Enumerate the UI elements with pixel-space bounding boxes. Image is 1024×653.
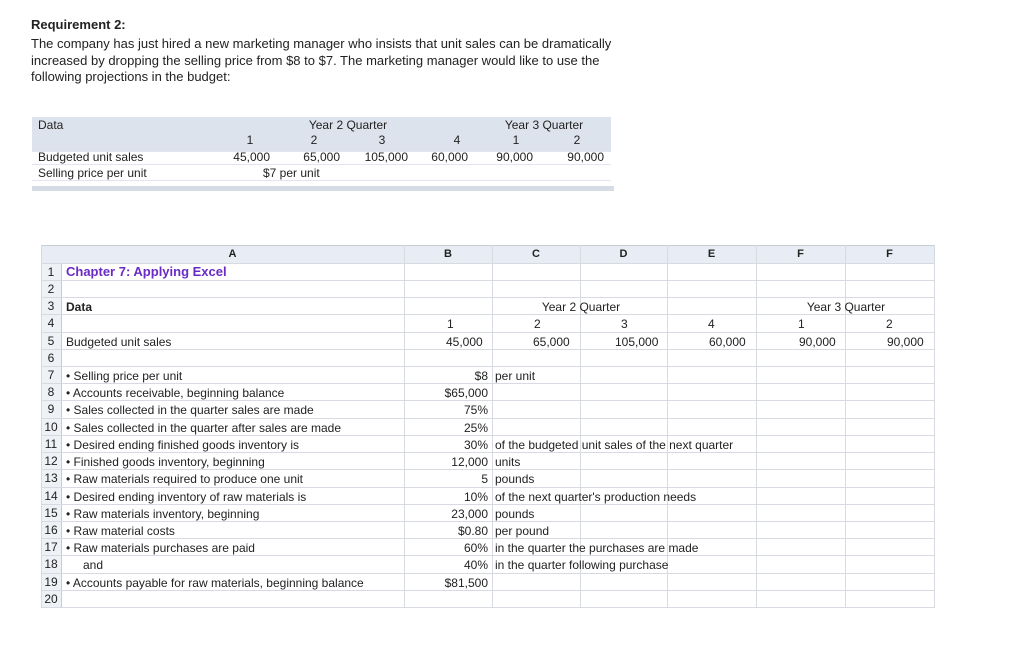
row-number[interactable]: 14 (44, 489, 58, 503)
gridline (41, 538, 935, 539)
column-header-e[interactable]: E (707, 248, 716, 260)
requirement-line-2: increased by dropping the selling price from $8 to $7. The marketing manager would like to use the (31, 53, 600, 68)
row-number[interactable]: 5 (47, 334, 55, 348)
gridline (41, 349, 935, 350)
row-number[interactable]: 19 (44, 575, 58, 589)
row-number[interactable]: 6 (47, 351, 55, 365)
quarter-number: 1 (512, 133, 520, 147)
gridline (41, 332, 935, 333)
gridline (41, 435, 935, 436)
column-header-d[interactable]: D (619, 248, 628, 260)
input-note-cell[interactable]: pounds (495, 507, 535, 521)
column-header-b[interactable]: B (444, 248, 452, 260)
quarter-number: 4 (453, 133, 461, 147)
gridline (41, 573, 935, 574)
input-label-cell[interactable]: • Raw material costs (66, 524, 175, 538)
row-number[interactable]: 4 (47, 316, 55, 330)
sales-value: 90,000 (496, 150, 533, 164)
gridline (934, 245, 935, 608)
input-label-cell[interactable]: • Raw materials inventory, beginning (66, 507, 260, 521)
column-header-c[interactable]: C (532, 248, 540, 260)
input-label-cell[interactable]: • Desired ending finished goods inventory is (66, 438, 300, 452)
year3-quarter-cell[interactable]: Year 3 Quarter (806, 300, 886, 314)
gridline (41, 314, 935, 315)
quarter-cell[interactable]: 4 (708, 317, 715, 331)
input-value-cell[interactable]: 30% (463, 438, 488, 452)
gridline (41, 555, 935, 556)
input-label-cell[interactable]: • Desired ending inventory of raw materials is (66, 490, 307, 504)
input-value-cell[interactable]: 75% (463, 403, 488, 417)
input-label-cell[interactable]: • Sales collected in the quarter after sales are made (66, 421, 342, 435)
input-note-cell[interactable]: of the budgeted unit sales of the next quarter (495, 438, 734, 452)
row-number[interactable]: 1 (47, 265, 55, 279)
gridline (492, 245, 493, 608)
sales-cell[interactable]: 90,000 (887, 335, 924, 349)
selling-price-value: $7 per unit (263, 166, 320, 180)
input-value-cell[interactable]: $8 (474, 369, 488, 383)
row-number[interactable]: 10 (44, 420, 58, 434)
input-label-cell[interactable]: • Raw materials required to produce one unit (66, 472, 303, 486)
spreadsheet (41, 245, 935, 608)
gridline (41, 590, 935, 591)
selling-price-label: Selling price per unit (38, 166, 147, 180)
row-number[interactable]: 18 (44, 557, 58, 571)
gridline (41, 297, 935, 298)
quarter-cell[interactable]: 3 (621, 317, 628, 331)
input-note-cell[interactable]: pounds (495, 472, 535, 486)
gridline (41, 487, 935, 488)
input-label-cell[interactable]: • Accounts payable for raw materials, beginning balance (66, 576, 364, 590)
sales-value: 45,000 (233, 150, 270, 164)
input-note-cell[interactable]: in the quarter following purchase (495, 558, 669, 572)
input-label-cell[interactable]: and (83, 558, 104, 572)
input-value-cell[interactable]: $65,000 (444, 386, 488, 400)
gridline (41, 521, 935, 522)
gridline (404, 245, 405, 608)
input-note-cell[interactable]: per pound (495, 524, 550, 538)
divider (32, 186, 614, 191)
row-number[interactable]: 16 (44, 523, 58, 537)
gridline (41, 366, 935, 367)
input-label-cell[interactable]: • Accounts receivable, beginning balance (66, 386, 285, 400)
input-value-cell[interactable]: 25% (463, 421, 488, 435)
budgeted-sales-label: Budgeted unit sales (38, 150, 144, 164)
gridline (41, 469, 935, 470)
quarter-number: 2 (573, 133, 581, 147)
data-label-cell[interactable]: Data (66, 300, 93, 314)
input-note-cell[interactable]: in the quarter the purchases are made (495, 541, 699, 555)
input-note-cell[interactable]: units (495, 455, 521, 469)
sheet-title-cell[interactable]: Chapter 7: Applying Excel (66, 264, 227, 279)
row-number[interactable]: 13 (44, 471, 58, 485)
sales-value: 90,000 (567, 150, 604, 164)
input-value-cell[interactable]: 10% (463, 490, 488, 504)
input-value-cell[interactable]: $81,500 (444, 576, 488, 590)
gridline (41, 280, 935, 281)
input-note-cell[interactable]: per unit (495, 369, 536, 383)
input-value-cell[interactable]: 12,000 (451, 455, 488, 469)
sales-cell[interactable]: 90,000 (799, 335, 836, 349)
quarter-number: 1 (246, 133, 254, 147)
column-header-f[interactable]: F (797, 248, 804, 260)
row-number[interactable]: 9 (47, 402, 55, 416)
row-number[interactable]: 15 (44, 506, 58, 520)
data-label: Data (38, 118, 64, 132)
gridline (41, 400, 935, 401)
quarter-cell[interactable]: 2 (534, 317, 541, 331)
requirement-line-3: following projections in the budget: (31, 69, 231, 84)
quarter-number: 2 (310, 133, 318, 147)
requirement-line-1: The company has just hired a new marketing manager who insists that unit sales can be dramatically (31, 36, 612, 51)
gridline (41, 504, 935, 505)
input-label-cell[interactable]: • Raw materials purchases are paid (66, 541, 255, 555)
year3-quarter-label: Year 3 Quarter (504, 118, 584, 132)
row-number[interactable]: 20 (44, 592, 58, 606)
input-value-cell[interactable]: 60% (463, 541, 488, 555)
quarter-cell[interactable]: 1 (798, 317, 805, 331)
quarter-cell[interactable]: 1 (447, 317, 454, 331)
gridline (41, 607, 935, 608)
sales-cell[interactable]: 60,000 (709, 335, 746, 349)
input-label-cell[interactable]: • Sales collected in the quarter sales are made (66, 403, 314, 417)
sales-cell[interactable]: 105,000 (615, 335, 659, 349)
requirement-title: Requirement 2: (31, 17, 126, 32)
quarter-cell[interactable]: 2 (886, 317, 893, 331)
divider (32, 164, 611, 165)
row-number[interactable]: 12 (44, 454, 58, 468)
row-number[interactable]: 17 (44, 540, 58, 554)
input-value-cell[interactable]: 5 (481, 472, 488, 486)
sales-cell[interactable]: 65,000 (533, 335, 570, 349)
gridline (756, 245, 757, 608)
row-number[interactable]: 7 (47, 368, 55, 382)
gridline (41, 383, 935, 384)
input-label-cell[interactable]: • Selling price per unit (66, 369, 183, 383)
sales-value: 65,000 (303, 150, 340, 164)
input-label-cell[interactable]: • Finished goods inventory, beginning (66, 455, 265, 469)
row-number[interactable]: 8 (47, 385, 55, 399)
column-header-a[interactable]: A (228, 248, 237, 260)
row-number[interactable]: 11 (44, 437, 58, 451)
input-value-cell[interactable]: $0.80 (457, 524, 488, 538)
column-header-f2[interactable]: F (886, 248, 893, 260)
sales-value: 60,000 (431, 150, 468, 164)
input-value-cell[interactable]: 23,000 (451, 507, 488, 521)
year2-quarter-cell[interactable]: Year 2 Quarter (541, 300, 621, 314)
gridline (41, 418, 935, 419)
year2-quarter-label: Year 2 Quarter (308, 118, 388, 132)
row-number[interactable]: 3 (47, 299, 55, 313)
quarter-number: 3 (378, 133, 386, 147)
input-value-cell[interactable]: 40% (463, 558, 488, 572)
sales-cell[interactable]: 45,000 (446, 335, 483, 349)
input-note-cell[interactable]: of the next quarter's production needs (495, 490, 697, 504)
sales-value: 105,000 (364, 150, 408, 164)
budgeted-sales-cell[interactable]: Budgeted unit sales (66, 335, 172, 349)
row-number[interactable]: 2 (47, 282, 55, 296)
gridline (41, 452, 935, 453)
divider (32, 180, 611, 181)
